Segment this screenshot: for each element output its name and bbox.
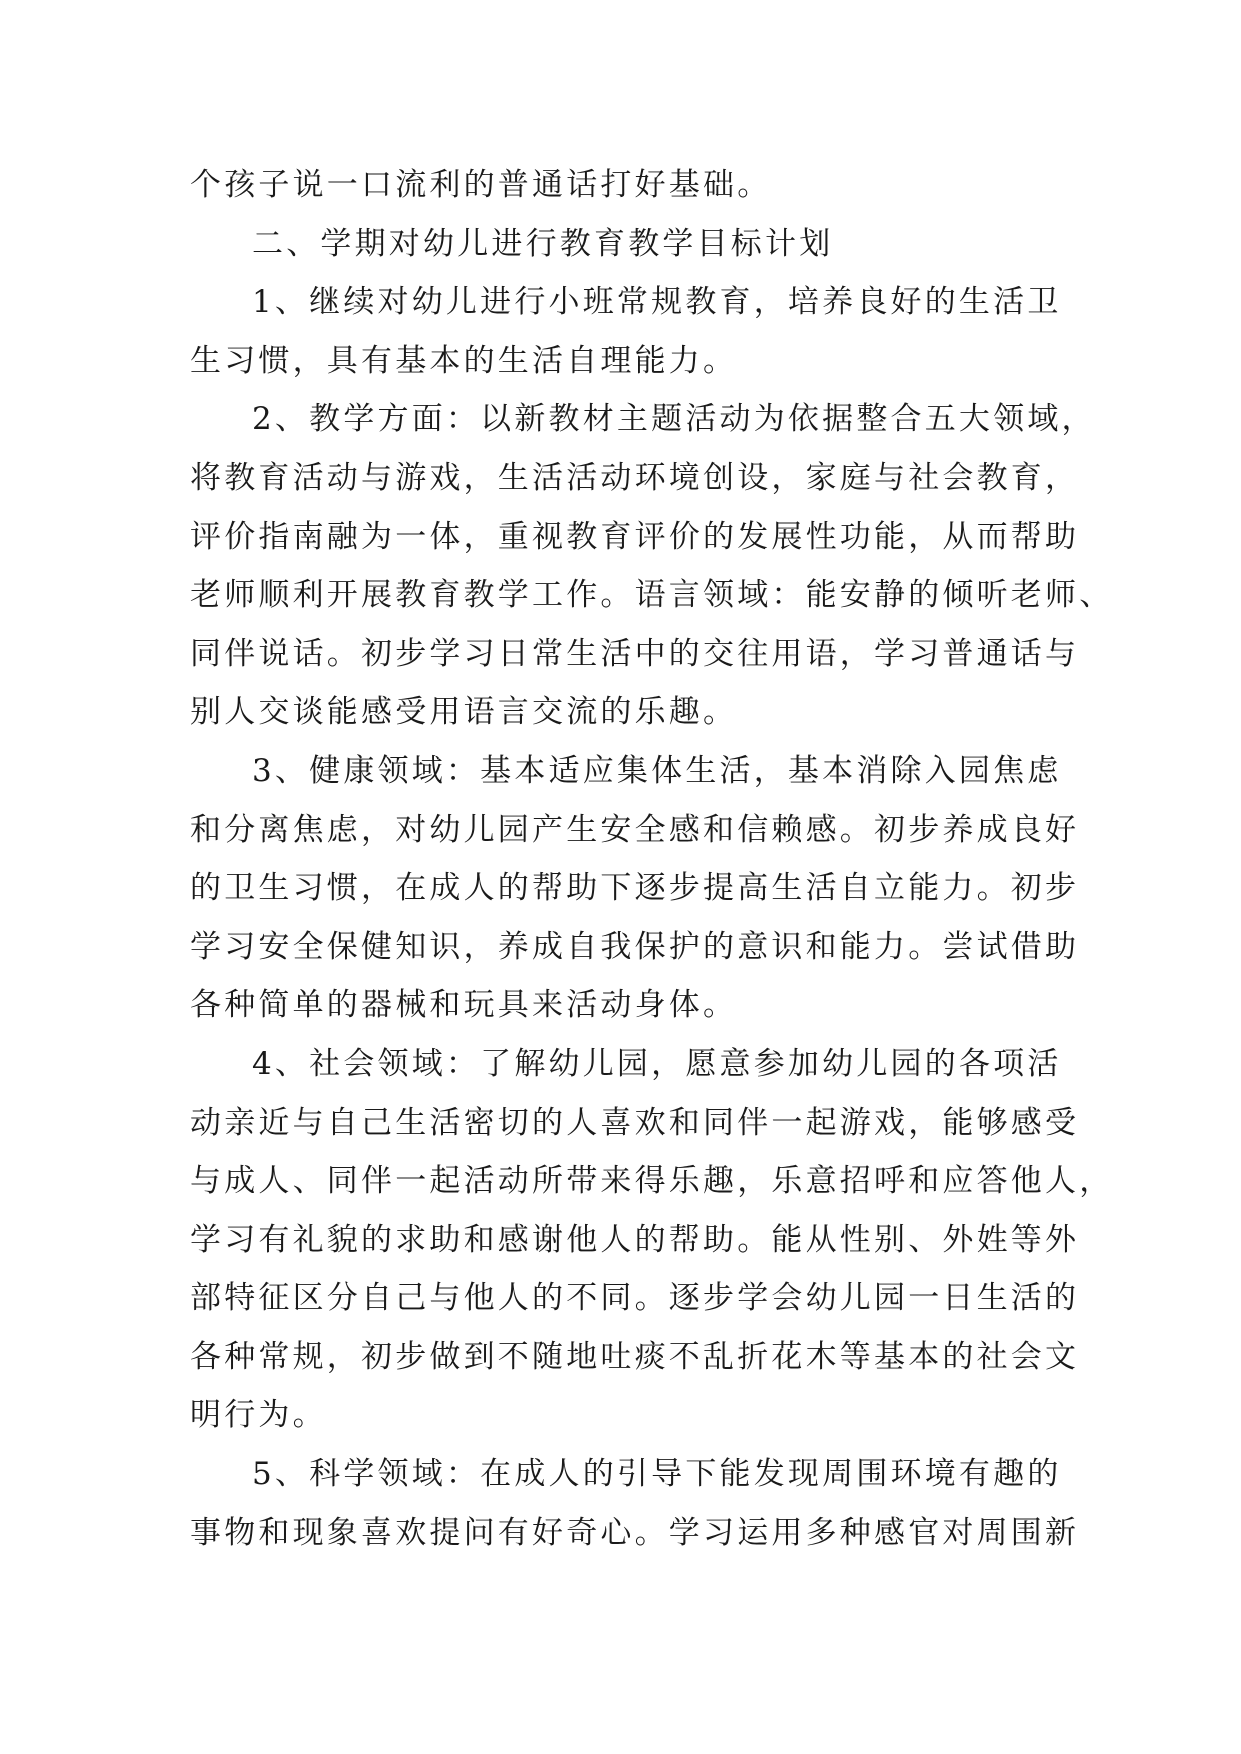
text-line: 5、科学领域：在成人的引导下能发现周围环境有趣的 bbox=[252, 1456, 1062, 1493]
text-line: 各种简单的器械和玩具来活动身体。 bbox=[190, 987, 738, 1024]
text-line: 和分离焦虑，对幼儿园产生安全感和信赖感。初步养成良好 bbox=[190, 811, 1080, 848]
text-line: 3、健康领域：基本适应集体生活，基本消除入园焦虑 bbox=[252, 752, 1062, 789]
document-body bbox=[190, 156, 1114, 1562]
text-line: 各种常规，初步做到不随地吐痰不乱折花木等基本的社会文 bbox=[190, 1338, 1080, 1375]
text-line: 动亲近与自己生活密切的人喜欢和同伴一起游戏，能够感受 bbox=[190, 1104, 1080, 1141]
text-line: 的卫生习惯，在成人的帮助下逐步提高生活自立能力。初步 bbox=[190, 870, 1080, 907]
text-line: 明行为。 bbox=[190, 1397, 327, 1434]
text-line: 2、教学方面：以新教材主题活动为依据整合五大领域， bbox=[252, 401, 1096, 438]
text-line: 老师顺利开展教育教学工作。语言领域：能安静的倾听老师、 bbox=[190, 577, 1114, 614]
text-line: 部特征区分自己与他人的不同。逐步学会幼儿园一日生活的 bbox=[190, 1280, 1080, 1317]
text-line: 与成人、同伴一起活动所带来得乐趣，乐意招呼和应答他人， bbox=[190, 1163, 1114, 1200]
text-line: 生习惯，具有基本的生活自理能力。 bbox=[190, 342, 738, 379]
text-line: 二、学期对幼儿进行教育教学目标计划 bbox=[252, 225, 834, 262]
text-line: 学习安全保健知识，养成自我保护的意识和能力。尝试借助 bbox=[190, 928, 1080, 965]
text-line: 1、继续对幼儿进行小班常规教育，培养良好的生活卫 bbox=[252, 284, 1062, 321]
text-line: 评价指南融为一体，重视教育评价的发展性功能，从而帮助 bbox=[190, 518, 1080, 555]
text-line: 同伴说话。初步学习日常生活中的交往用语，学习普通话与 bbox=[190, 635, 1080, 672]
text-line: 别人交谈能感受用语言交流的乐趣。 bbox=[190, 694, 738, 731]
text-line: 将教育活动与游戏，生活活动环境创设，家庭与社会教育， bbox=[190, 459, 1080, 496]
text-line: 事物和现象喜欢提问有好奇心。学习运用多种感官对周围新 bbox=[190, 1514, 1080, 1551]
text-line: 个孩子说一口流利的普通话打好基础。 bbox=[190, 167, 772, 203]
text-line: 学习有礼貌的求助和感谢他人的帮助。能从性别、外姓等外 bbox=[190, 1221, 1080, 1258]
text-line: 4、社会领域：了解幼儿园，愿意参加幼儿园的各项活 bbox=[252, 1045, 1062, 1082]
